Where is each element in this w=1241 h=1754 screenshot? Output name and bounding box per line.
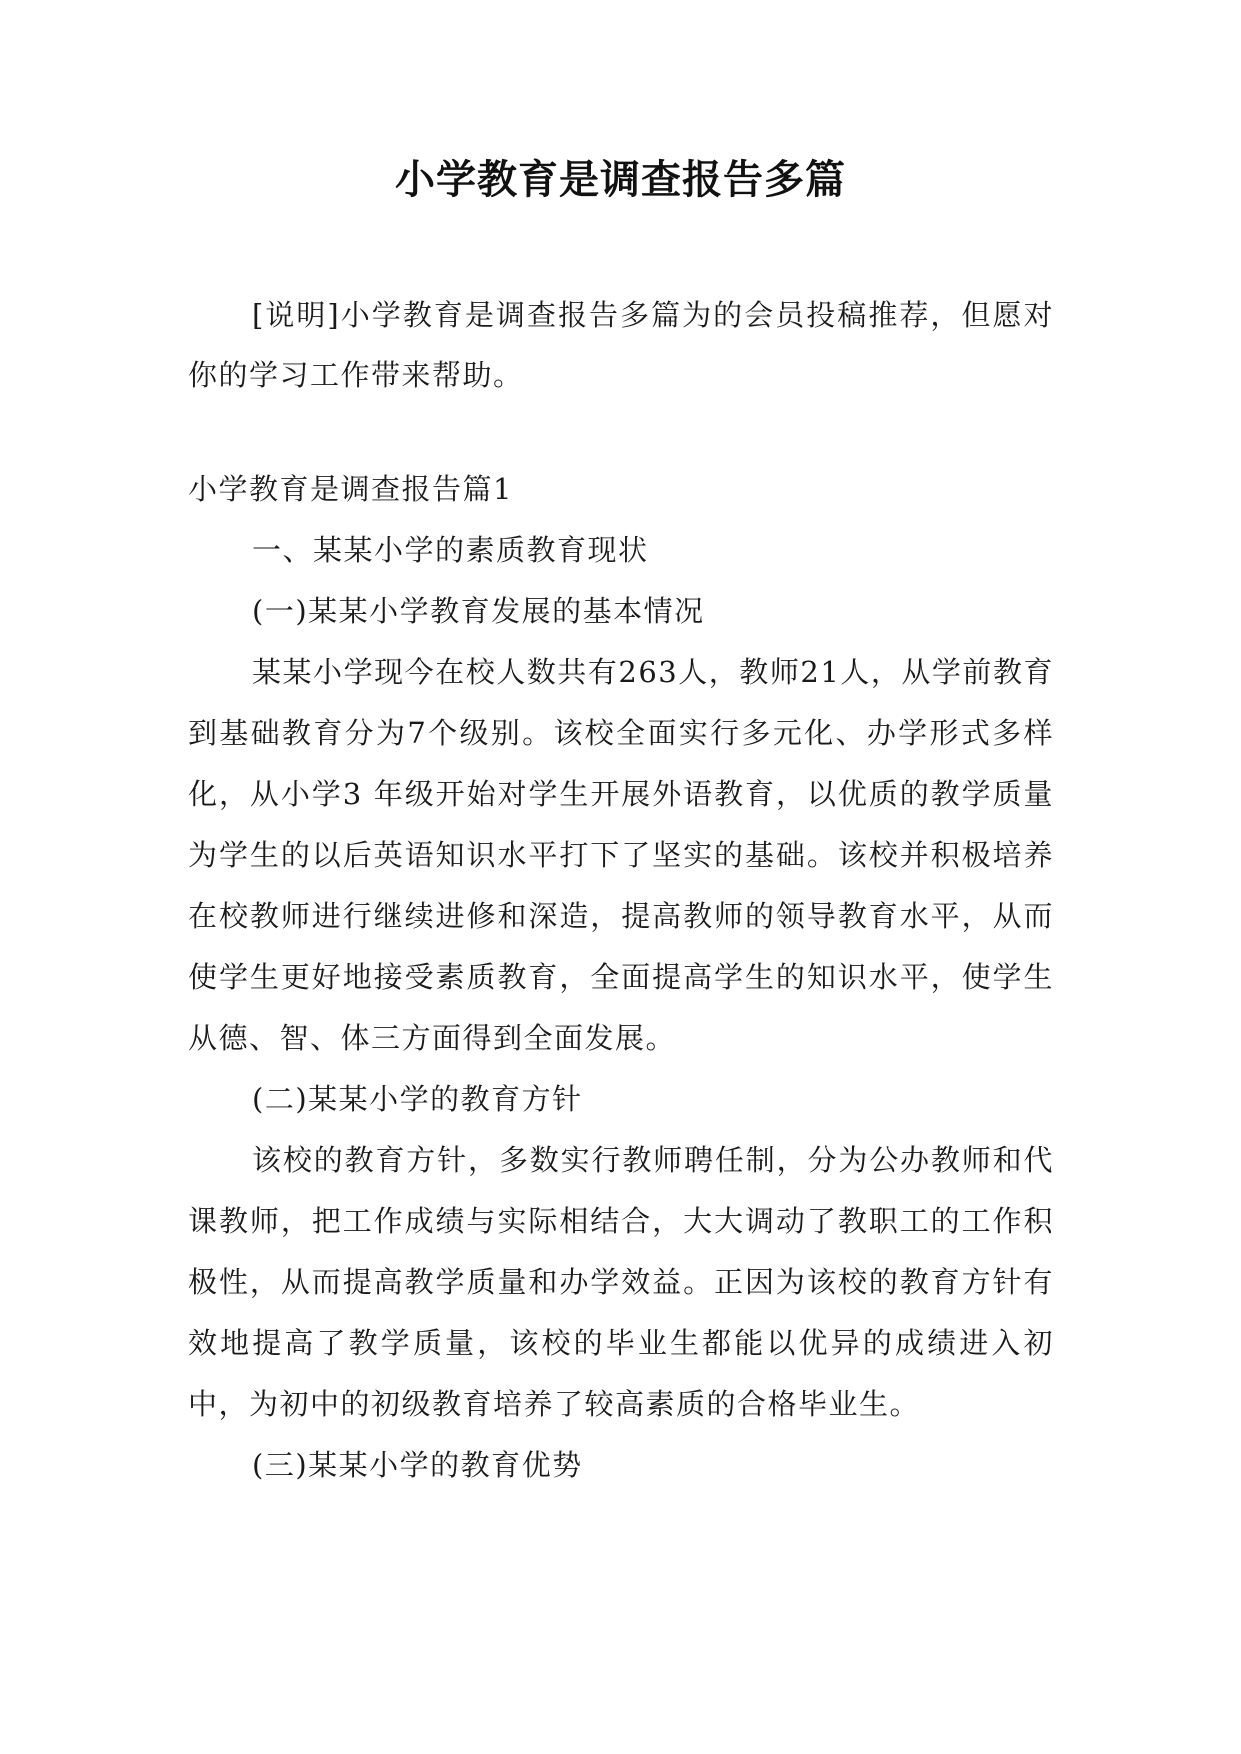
- subheading-education-policy: (二)某某小学的教育方针: [252, 1082, 583, 1116]
- section-heading: 一、某某小学的素质教育现状: [252, 533, 649, 567]
- intro-paragraph: [说明]小学教育是调查报告多篇为的会员投稿推荐，但愿对你的学习工作带来帮助。: [188, 298, 1054, 392]
- subheading-education-advantage: (三)某某小学的教育优势: [252, 1448, 583, 1482]
- main-content: [188, 459, 1054, 1496]
- document-title: 小学教育是调查报告多篇: [395, 156, 846, 203]
- paragraph-education-policy: 该校的教育方针，多数实行教师聘任制，分为公办教师和代课教师，把工作成绩与实际相结合，大大调动了教职工的工作积极性，从而提高教学质量和办学效益。正因为该校的教育方针有效地提高了教学质量，该校的毕业生都能以优异的成绩进入初中，为初中的初级教育培养了较高素质的合格毕业生。: [188, 1143, 1054, 1421]
- subheading-basic-situation: (一)某某小学教育发展的基本情况: [252, 594, 705, 628]
- section-title: 小学教育是调查报告篇1: [188, 472, 513, 506]
- intro-block: [188, 285, 1054, 405]
- paragraph-basic-situation: 某某小学现今在校人数共有263人，教师21人，从学前教育到基础教育分为7个级别。该校全面实行多元化、办学形式多样化，从小学3 年级开始对学生开展外语教育，以优质的教学质量为学生的以后英语知识水平打下了坚实的基础。该校并积极培养在校教师进行继续进修和深造，提高教师的领导教育水平，从而使学生更好地接受素质教育，全面提高学生的知识水平，使学生从德、智、体三方面得到全面发展。: [188, 655, 1054, 1055]
